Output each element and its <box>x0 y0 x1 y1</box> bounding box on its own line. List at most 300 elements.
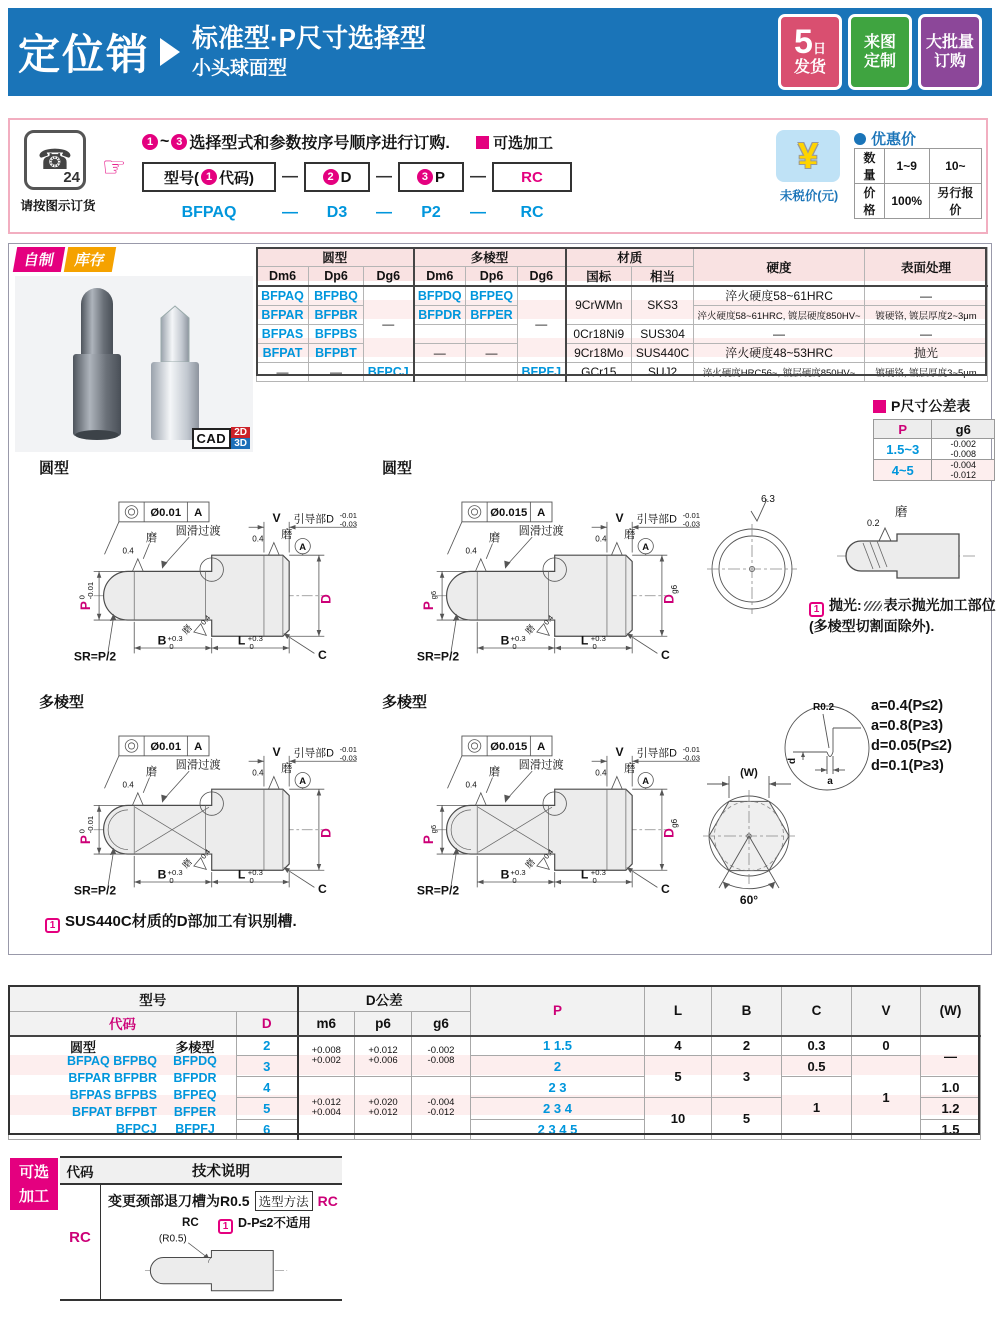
circled-1-icon: 1 <box>201 169 217 185</box>
col-dm6-poly: Dm6 <box>414 267 466 287</box>
badge-line2: 加工 <box>18 1188 49 1205</box>
v-value: 1 <box>852 1056 921 1140</box>
col-dg6-poly: Dg6 <box>518 267 566 287</box>
pin-drawing-svg <box>382 709 722 909</box>
svg-text:D: D <box>661 828 677 838</box>
svg-text:-0.01: -0.01 <box>85 581 95 600</box>
instruction-text: 选择型式和参数按序号顺序进行订购. <box>189 135 450 152</box>
surface-value: — <box>865 324 988 343</box>
svg-text:g6: g6 <box>428 590 438 600</box>
qty-header: 数量 <box>855 149 885 184</box>
svg-text:A: A <box>642 541 650 553</box>
order-instruction <box>142 130 450 153</box>
yen-glyph: ¥ <box>797 135 819 176</box>
p-values: 2 3 4 5 <box>471 1119 645 1139</box>
arrow-icon <box>160 38 180 66</box>
svg-text:磨: 磨 <box>624 529 636 542</box>
svg-text:0: 0 <box>77 595 87 600</box>
telephone-glyph: ☎ <box>37 144 73 175</box>
code-poly: BFPDQ <box>173 1053 217 1068</box>
rc-table <box>60 1156 342 1301</box>
product-section <box>8 243 996 955</box>
surface-value: 镀硬铬, 镀层厚度2~3μm <box>865 305 988 324</box>
circled-3-icon: 3 <box>171 134 187 150</box>
round-sub-header: 圆型 <box>69 1039 96 1055</box>
surface-value: 抛光 <box>865 343 988 362</box>
svg-text:A: A <box>537 740 546 753</box>
drawing-poly-left <box>39 691 379 913</box>
code-round: BFPAS BFPBS <box>69 1087 157 1102</box>
p-values: 2 3 4 <box>471 1098 645 1119</box>
badge-custom-line1: 来图 <box>863 34 896 51</box>
svg-text:0.4: 0.4 <box>252 534 264 544</box>
optional-process-flag <box>476 132 553 153</box>
tilde: ~ <box>160 132 170 150</box>
g6-tol: -0.002 -0.008 <box>412 1036 471 1077</box>
svg-text:引导部D: 引导部D <box>293 513 334 526</box>
part-code: BFPBT <box>309 343 364 362</box>
poly-front-view <box>689 764 809 914</box>
code-box-post: 代码) <box>219 169 254 187</box>
round-front-view <box>697 489 807 624</box>
part-code: BFPAT <box>257 343 309 362</box>
svg-text:0.4: 0.4 <box>465 546 477 556</box>
svg-text:-0.01: -0.01 <box>339 745 358 755</box>
svg-text:V: V <box>272 510 281 525</box>
svg-text:0.4: 0.4 <box>252 768 264 778</box>
cad-label: CAD <box>192 428 232 449</box>
separator-dash: — <box>282 204 298 221</box>
surface-header: 表面处理 <box>865 248 988 287</box>
part-code: BFPBQ <box>309 286 364 305</box>
svg-text:圆滑过渡: 圆滑过渡 <box>518 525 564 538</box>
badge-day: 日 <box>812 41 826 56</box>
svg-text:+0.3: +0.3 <box>167 867 183 877</box>
badge-5: 5 <box>794 23 813 61</box>
svg-text:A: A <box>194 506 203 519</box>
part-number-table-wrap <box>256 247 987 379</box>
svg-text:(W): (W) <box>740 767 758 779</box>
svg-text:-0.03: -0.03 <box>682 519 701 529</box>
price-table <box>854 148 982 219</box>
drawing-title: 多棱型 <box>39 694 85 711</box>
part-code: BFPER <box>466 305 518 324</box>
circled-1-icon: 1 <box>142 134 158 150</box>
svg-text:圆滑过渡: 圆滑过渡 <box>175 759 221 772</box>
svg-text:0.4: 0.4 <box>198 847 213 861</box>
svg-text:+0.3: +0.3 <box>510 867 526 877</box>
dash-cell: — <box>257 362 309 381</box>
round-type-header: 圆型 <box>257 248 414 267</box>
svg-text:P: P <box>78 835 94 845</box>
svg-text:0: 0 <box>249 875 254 885</box>
part-code: BFPEQ <box>466 286 518 305</box>
v-value: 0 <box>852 1036 921 1056</box>
svg-text:SR=P/2: SR=P/2 <box>73 883 117 898</box>
ordering-info-box <box>8 118 988 234</box>
pointing-hand-icon: ☞ <box>102 152 127 182</box>
c-value: 0.5 <box>782 1056 852 1077</box>
svg-text:D: D <box>318 594 334 604</box>
code-poly: BFPEQ <box>173 1087 217 1102</box>
selection-method-box: 选型方法 <box>255 1191 313 1211</box>
col-dp6-poly: Dp6 <box>466 267 518 287</box>
g6-tol: -0.004 -0.012 <box>412 1077 471 1139</box>
page-title: 定位销 <box>18 31 151 78</box>
w-value: — <box>921 1036 981 1077</box>
c-value: 0.3 <box>782 1036 852 1056</box>
blue-dot-icon <box>854 133 866 145</box>
rc-box-label: RC <box>521 168 543 186</box>
p-values: 1 1.5 <box>471 1036 645 1056</box>
svg-text:L: L <box>237 867 246 882</box>
table-row <box>257 362 988 381</box>
svg-text:0: 0 <box>592 641 597 651</box>
svg-text:C: C <box>318 881 327 896</box>
svg-text:A: A <box>642 775 650 787</box>
rc-body <box>60 1185 342 1301</box>
d-box-label: D <box>340 168 352 186</box>
cad-2d-label: 2D <box>231 427 250 438</box>
price-1: 100% <box>884 184 929 219</box>
made-inhouse-badge: 自制 <box>13 247 65 272</box>
badge-custom-line2: 定制 <box>863 53 896 70</box>
separator-dash: — <box>282 168 298 185</box>
part-code: BFPDR <box>414 305 466 324</box>
drawing-round-left <box>39 457 379 679</box>
magenta-square-icon <box>476 136 489 149</box>
svg-text:A: A <box>299 775 307 787</box>
svg-text:V: V <box>615 510 624 525</box>
rc-restriction-note: D-P≤2不适用 <box>238 1216 311 1230</box>
svg-text:引导部D: 引导部D <box>636 513 677 526</box>
svg-text:-0.03: -0.03 <box>339 519 358 529</box>
svg-text:B: B <box>500 633 510 648</box>
tol-upper: -0.004 <box>950 460 976 470</box>
part-number-structure <box>142 162 572 192</box>
note-1-icon: 1 <box>218 1219 233 1234</box>
svg-text:+0.3: +0.3 <box>247 867 263 877</box>
code-poly: BFPER <box>173 1104 217 1119</box>
model-header: 型号 <box>9 986 298 1012</box>
discount-label: 优惠价 <box>871 131 917 148</box>
svg-text:-0.01: -0.01 <box>339 511 358 521</box>
price-caption: 未税价(元) <box>779 189 839 203</box>
part-code: BFPBR <box>309 305 364 324</box>
svg-text:R0.2: R0.2 <box>813 702 835 713</box>
m6-tol: +0.008 +0.002 <box>298 1036 355 1077</box>
empty-cell <box>414 362 466 381</box>
hardness-value: 淬火硬度48~53HRC <box>694 343 865 362</box>
tol-upper: -0.002 <box>950 439 976 449</box>
svg-text:磨: 磨 <box>624 763 636 776</box>
eq-a2: a=0.8(P≥3) <box>871 718 944 734</box>
material-gb: GCr15 <box>566 362 632 381</box>
d-value: 3 <box>237 1056 298 1077</box>
d-tolerance-header: D公差 <box>298 986 471 1012</box>
svg-text:Ø0.01: Ø0.01 <box>150 740 182 753</box>
code-box <box>142 162 276 192</box>
separator-dash: — <box>376 204 392 221</box>
discount-title <box>854 128 916 149</box>
l-value: 10 <box>645 1098 712 1139</box>
rc-drawing <box>108 1215 338 1300</box>
svg-text:B: B <box>157 867 167 882</box>
l-header: L <box>645 986 712 1036</box>
w-value: 1.2 <box>921 1098 981 1119</box>
w-value: 1.0 <box>921 1077 981 1098</box>
drawing-title: 圆型 <box>382 460 413 477</box>
svg-text:-0.01: -0.01 <box>682 745 701 755</box>
phone-24-label: 24 <box>63 169 80 186</box>
svg-text:0: 0 <box>512 641 517 651</box>
svg-text:0.4: 0.4 <box>595 534 607 544</box>
svg-text:0.4: 0.4 <box>122 546 134 556</box>
page-header <box>8 8 992 96</box>
hardness-value: 淬火硬度HRC56~, 镀层硬度850HV~ <box>694 362 865 381</box>
note-1-icon: 1 <box>809 602 824 617</box>
example-d: D3 <box>326 204 348 221</box>
eq-a1: a=0.4(P≤2) <box>871 698 944 714</box>
p6-tol: +0.020 +0.012 <box>355 1077 412 1139</box>
p-box-label: P <box>434 168 445 186</box>
surface-value: 镀硬铬, 镀层厚度3~5μm <box>865 362 988 381</box>
dash-cell: — <box>364 286 414 362</box>
col-dp6: Dp6 <box>309 267 364 287</box>
svg-text:0.4: 0.4 <box>122 780 134 790</box>
empty-cell <box>466 324 518 343</box>
svg-text:D: D <box>318 828 334 838</box>
pins-photo-illustration <box>15 276 253 452</box>
dash-cell: — <box>518 286 566 362</box>
material-gb: 0Cr18Ni9 <box>566 324 632 343</box>
badge-ship-label: 发货 <box>793 59 826 76</box>
svg-text:A: A <box>537 506 546 519</box>
price-header: 价格 <box>855 184 885 219</box>
p-values: 2 3 <box>471 1077 645 1098</box>
svg-text:+0.3: +0.3 <box>590 633 606 643</box>
w-header: (W) <box>921 986 981 1036</box>
poly-type-header: 多棱型 <box>414 248 566 267</box>
svg-text:60°: 60° <box>739 893 759 907</box>
poly-sub-header: 多棱型 <box>175 1039 215 1055</box>
page-subtitle-2: 小头球面型 <box>192 58 288 80</box>
c-value: 1 <box>782 1077 852 1139</box>
svg-text:L: L <box>580 867 589 882</box>
code-round: BFPAR BFPBR <box>68 1070 157 1085</box>
svg-text:V: V <box>272 744 281 759</box>
svg-text:Ø0.01: Ø0.01 <box>150 506 182 519</box>
svg-text:P: P <box>421 601 437 611</box>
drawing-round-right <box>382 457 722 679</box>
rc-box <box>492 162 572 192</box>
rc-code-value: RC <box>69 1229 91 1246</box>
svg-text:0.4: 0.4 <box>198 613 213 627</box>
part-code: BFPDQ <box>414 286 466 305</box>
tol-lower: -0.008 <box>950 449 976 459</box>
circled-3-icon: 3 <box>417 169 433 185</box>
svg-text:P: P <box>421 835 437 845</box>
svg-text:+0.3: +0.3 <box>247 633 263 643</box>
optional-process-badge <box>10 1158 58 1210</box>
material-eq: SUS440C <box>632 343 694 362</box>
in-stock-badge: 库存 <box>64 247 116 272</box>
svg-text:P: P <box>78 601 94 611</box>
hardness-header: 硬度 <box>694 248 865 287</box>
product-photo <box>15 276 253 452</box>
svg-text:磨: 磨 <box>281 529 293 542</box>
svg-text:C: C <box>661 881 670 896</box>
svg-text:D: D <box>661 594 677 604</box>
tol-lower: -0.012 <box>950 470 976 480</box>
col-dg6: Dg6 <box>364 267 414 287</box>
code-header: 代码 <box>9 1012 237 1036</box>
example-p: P2 <box>421 204 441 221</box>
col-dm6: Dm6 <box>257 267 309 287</box>
code-poly: BFPFJ <box>175 1121 215 1136</box>
example-rc: RC <box>520 204 544 221</box>
drawing-title: 圆型 <box>39 460 70 477</box>
separator-dash: — <box>470 204 486 221</box>
svg-text:g6: g6 <box>670 818 680 828</box>
svg-text:引导部D: 引导部D <box>293 747 334 760</box>
svg-text:磨: 磨 <box>180 856 195 872</box>
polish-note-prefix: 抛光: <box>829 597 862 613</box>
material-eq: SUJ2 <box>632 362 694 381</box>
badge-line1: 可选 <box>18 1164 49 1181</box>
p-col-header: P <box>898 421 908 437</box>
code-list-cell <box>9 1036 237 1140</box>
d-value: 4 <box>237 1077 298 1098</box>
svg-text:C: C <box>318 647 327 662</box>
cad-badge <box>192 427 250 449</box>
rc-code-header: 代码 <box>66 1164 94 1180</box>
svg-text:圆滑过渡: 圆滑过渡 <box>175 525 221 538</box>
dash-cell: — <box>309 362 364 381</box>
polish-note-text: 表示抛光加工部位(多棱型切割面除外). <box>809 597 996 634</box>
table-row <box>9 1036 981 1056</box>
svg-text:-0.03: -0.03 <box>339 753 358 763</box>
eq-d2: d=0.1(P≥3) <box>871 758 944 774</box>
p-box <box>398 162 464 192</box>
svg-text:A: A <box>299 541 307 553</box>
b-header: B <box>712 986 782 1036</box>
svg-text:A: A <box>194 740 203 753</box>
b-value: 2 <box>712 1036 782 1056</box>
optional-process-section <box>8 1156 988 1306</box>
c-header: C <box>782 986 852 1036</box>
d-value: 5 <box>237 1098 298 1119</box>
badge-bulk-order <box>918 14 982 90</box>
table-row <box>257 286 988 305</box>
svg-text:RC: RC <box>182 1216 199 1229</box>
badge-bulk-line2: 订购 <box>933 53 966 70</box>
d-value: 2 <box>237 1036 298 1056</box>
rc-description: 变更颈部退刀槽为R0.5 <box>108 1193 250 1209</box>
drawing-poly-right <box>382 691 722 913</box>
circled-2-icon: 2 <box>323 169 339 185</box>
part-code: BFPCJ <box>364 362 414 381</box>
dimension-table <box>8 985 981 1140</box>
qty-range-1: 1~9 <box>884 149 929 184</box>
svg-text:g6: g6 <box>670 584 680 594</box>
code-round: BFPCJ <box>116 1121 157 1136</box>
g6-col-header: g6 <box>932 420 995 439</box>
svg-text:+0.3: +0.3 <box>167 633 183 643</box>
separator-dash: — <box>470 168 486 185</box>
dash-cell: — <box>414 343 466 362</box>
g6-header: g6 <box>412 1012 471 1036</box>
p-range: 1.5~3 <box>874 439 932 460</box>
svg-text:磨: 磨 <box>488 532 501 545</box>
svg-text:磨: 磨 <box>895 505 908 519</box>
polish-note <box>809 596 999 636</box>
svg-text:磨: 磨 <box>281 763 293 776</box>
optional-process-label: 可选加工 <box>493 135 554 152</box>
dash-cell: — <box>466 343 518 362</box>
svg-text:0: 0 <box>169 641 174 651</box>
svg-text:d: d <box>787 757 798 764</box>
drawing-title: 多棱型 <box>382 694 428 711</box>
w-value: 1.5 <box>921 1119 981 1139</box>
hatch-icon <box>864 601 882 611</box>
d-box <box>304 162 370 192</box>
svg-text:磨: 磨 <box>488 766 501 779</box>
p-range: 4~5 <box>874 460 932 481</box>
svg-text:磨: 磨 <box>523 622 538 638</box>
part-number-example <box>142 204 572 222</box>
badge-bulk-line1: 大批量 <box>925 34 974 51</box>
part-code: BFPAR <box>257 305 309 324</box>
material-gb: 9Cr18Mo <box>566 343 632 362</box>
price-2: 另行报价 <box>929 184 981 219</box>
part-code: BFPBS <box>309 324 364 343</box>
svg-text:圆滑过渡: 圆滑过渡 <box>518 759 564 772</box>
col-gb-standard: 国标 <box>566 267 632 287</box>
svg-text:L: L <box>580 633 589 648</box>
badge-custom-drawing <box>848 14 912 90</box>
part-number-table <box>256 247 988 382</box>
empty-cell <box>414 324 466 343</box>
surface-value: — <box>865 286 988 305</box>
v-header: V <box>852 986 921 1036</box>
separator-dash: — <box>376 168 392 185</box>
sus440c-note <box>45 910 297 933</box>
svg-text:a: a <box>827 776 833 787</box>
svg-text:+0.3: +0.3 <box>590 867 606 877</box>
svg-text:0: 0 <box>169 875 174 885</box>
b-value: 3 <box>712 1056 782 1098</box>
svg-text:磨: 磨 <box>145 532 158 545</box>
svg-text:磨: 磨 <box>523 856 538 872</box>
svg-text:-0.01: -0.01 <box>682 511 701 521</box>
m6-header: m6 <box>298 1012 355 1036</box>
page-subtitle: 标准型·P尺寸选择型 <box>192 22 427 53</box>
magenta-square-icon <box>873 400 886 413</box>
svg-text:-0.03: -0.03 <box>682 753 701 763</box>
svg-text:B: B <box>157 633 167 648</box>
svg-text:0: 0 <box>592 875 597 885</box>
polish-detail-pin <box>809 496 999 596</box>
d-value: 6 <box>237 1119 298 1139</box>
b-value: 5 <box>712 1098 782 1139</box>
m6-tol: +0.012 +0.004 <box>298 1077 355 1139</box>
dimension-table-wrap <box>8 985 980 1135</box>
example-code: BFPAQ <box>181 204 237 221</box>
cad-3d-label: 3D <box>231 438 250 449</box>
svg-text:g6: g6 <box>428 824 438 834</box>
qty-range-2: 10~ <box>929 149 981 184</box>
